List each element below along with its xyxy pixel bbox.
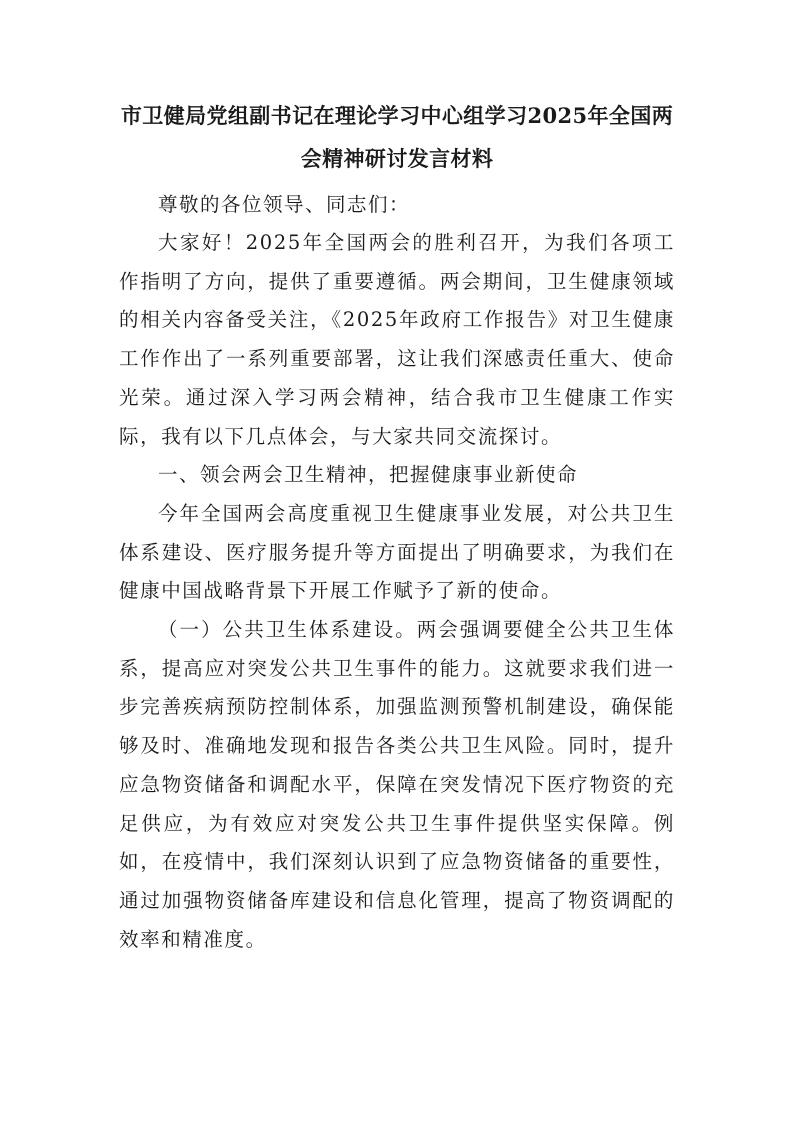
document-body [119,94,675,959]
intro-paragraph: 大家好！2025年全国两会的胜利召开，为我们各项工作指明了方向，提供了重要遵循。两会期间，卫生健康领域的相关内容备受关注，《2025年政府工作报告》对卫生健康工作作出了一系列重要部署，这让我们深感责任重大、使命光荣。通过深入学习两会精神，结合我市卫生健康工作实际，我有以下几点体会，与大家共同交流探讨。 [119,231,675,448]
greeting: 尊敬的各位领导、同志们： [158,193,411,216]
section-heading: 一、领会两会卫生精神，把握健康事业新使命 [158,463,579,487]
section-paragraph: 今年全国两会高度重视卫生健康事业发展，对公共卫生体系建设、医疗服务提升等方面提出了明确要求，为我们在健康中国战略背景下开展工作赋予了新的使命。 [119,501,675,603]
document-title: 市卫健局党组副书记在理论学习中心组学习2025年全国两会精神研讨发言材料 [120,103,674,171]
subsection-paragraph: （一）公共卫生体系建设。两会强调要健全公共卫生体系，提高应对突发公共卫生事件的能力。这就要求我们进一步完善疾病预防控制体系，加强监测预警机制建设，确保能够及时、准确地发现和报告各类公共卫生风险。同时，提升应急物资储备和调配水平，保障在突发情况下医疗物资的充足供应，为有效应对突发公共卫生事件提供坚实保障。例如，在疫情中，我们深刻认识到了应急物资储备的重要性，通过加强物资储备库建设和信息化管理，提高了物资调配的效率和精准度。 [119,618,675,951]
